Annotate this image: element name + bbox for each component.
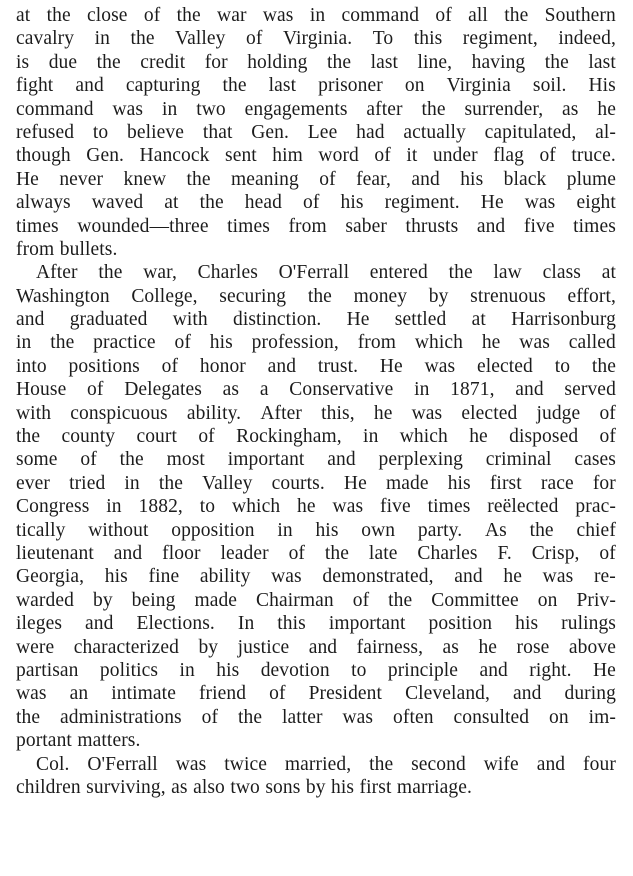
text-line: into positions of honor and trust. He was elected to the xyxy=(16,355,616,377)
text-line: refused to believe that Gen. Lee had actually capitulated, al- xyxy=(16,121,616,143)
text-line: was an intimate friend of President Cleveland, and during xyxy=(16,683,616,705)
text-line: Georgia, his fine ability was demonstrated, and he was re- xyxy=(16,566,616,588)
text-line: ever tried in the Valley courts. He made his first race for xyxy=(16,472,616,494)
text-line: Col. O'Ferrall was twice married, the second wife and four xyxy=(36,753,616,775)
text-line: is due the credit for holding the last line, having the last xyxy=(16,51,616,73)
text-line: He never knew the meaning of fear, and his black plume xyxy=(16,168,616,190)
text-line: from bullets. xyxy=(16,238,118,260)
text-line: Congress in 1882, to which he was five times reëlected prac- xyxy=(16,496,616,518)
text-line: cavalry in the Valley of Virginia. To this regiment, indeed, xyxy=(16,28,616,50)
paragraph-2 xyxy=(16,261,616,752)
text-line: Washington College, securing the money by strenuous effort, xyxy=(16,285,616,307)
text-line: were characterized by justice and fairness, as he rose above xyxy=(16,636,616,658)
text-line: partisan politics in his devotion to principle and right. He xyxy=(16,659,616,681)
text-line: in the practice of his profession, from which he was called xyxy=(16,332,616,354)
text-line: portant matters. xyxy=(16,730,141,752)
text-line: ileges and Elections. In this important position his rulings xyxy=(16,613,616,635)
paragraph-1 xyxy=(16,4,616,261)
text-line: command was in two engagements after the surrender, as he xyxy=(16,98,616,120)
text-line: times wounded—three times from saber thrusts and five times xyxy=(16,215,616,237)
text-line: fight and capturing the last prisoner on Virginia soil. His xyxy=(16,75,616,97)
text-line: the administrations of the latter was often consulted on im- xyxy=(16,706,616,728)
text-line: though Gen. Hancock sent him word of it under flag of truce. xyxy=(16,145,616,167)
text-line: the county court of Rockingham, in which he disposed of xyxy=(16,426,616,448)
paragraph-3 xyxy=(16,753,616,800)
text-line: warded by being made Chairman of the Committee on Priv- xyxy=(16,589,616,611)
text-line: at the close of the war was in command of all the Southern xyxy=(16,5,616,26)
text-line: tically without opposition in his own party. As the chief xyxy=(16,519,616,541)
text-line: lieutenant and floor leader of the late Charles F. Crisp, of xyxy=(16,542,616,564)
text-line: children surviving, as also two sons by his first marriage. xyxy=(16,776,472,798)
text-line: always waved at the head of his regiment. He was eight xyxy=(16,192,616,214)
text-line: After the war, Charles O'Ferrall entered the law class at xyxy=(36,262,616,284)
text-line: House of Delegates as a Conservative in 1871, and served xyxy=(16,379,616,401)
text-line: with conspicuous ability. After this, he was elected judge of xyxy=(16,402,616,424)
document-page xyxy=(16,4,616,799)
text-line: some of the most important and perplexing criminal cases xyxy=(16,449,616,471)
text-line: and graduated with distinction. He settled at Harrisonburg xyxy=(16,309,616,331)
